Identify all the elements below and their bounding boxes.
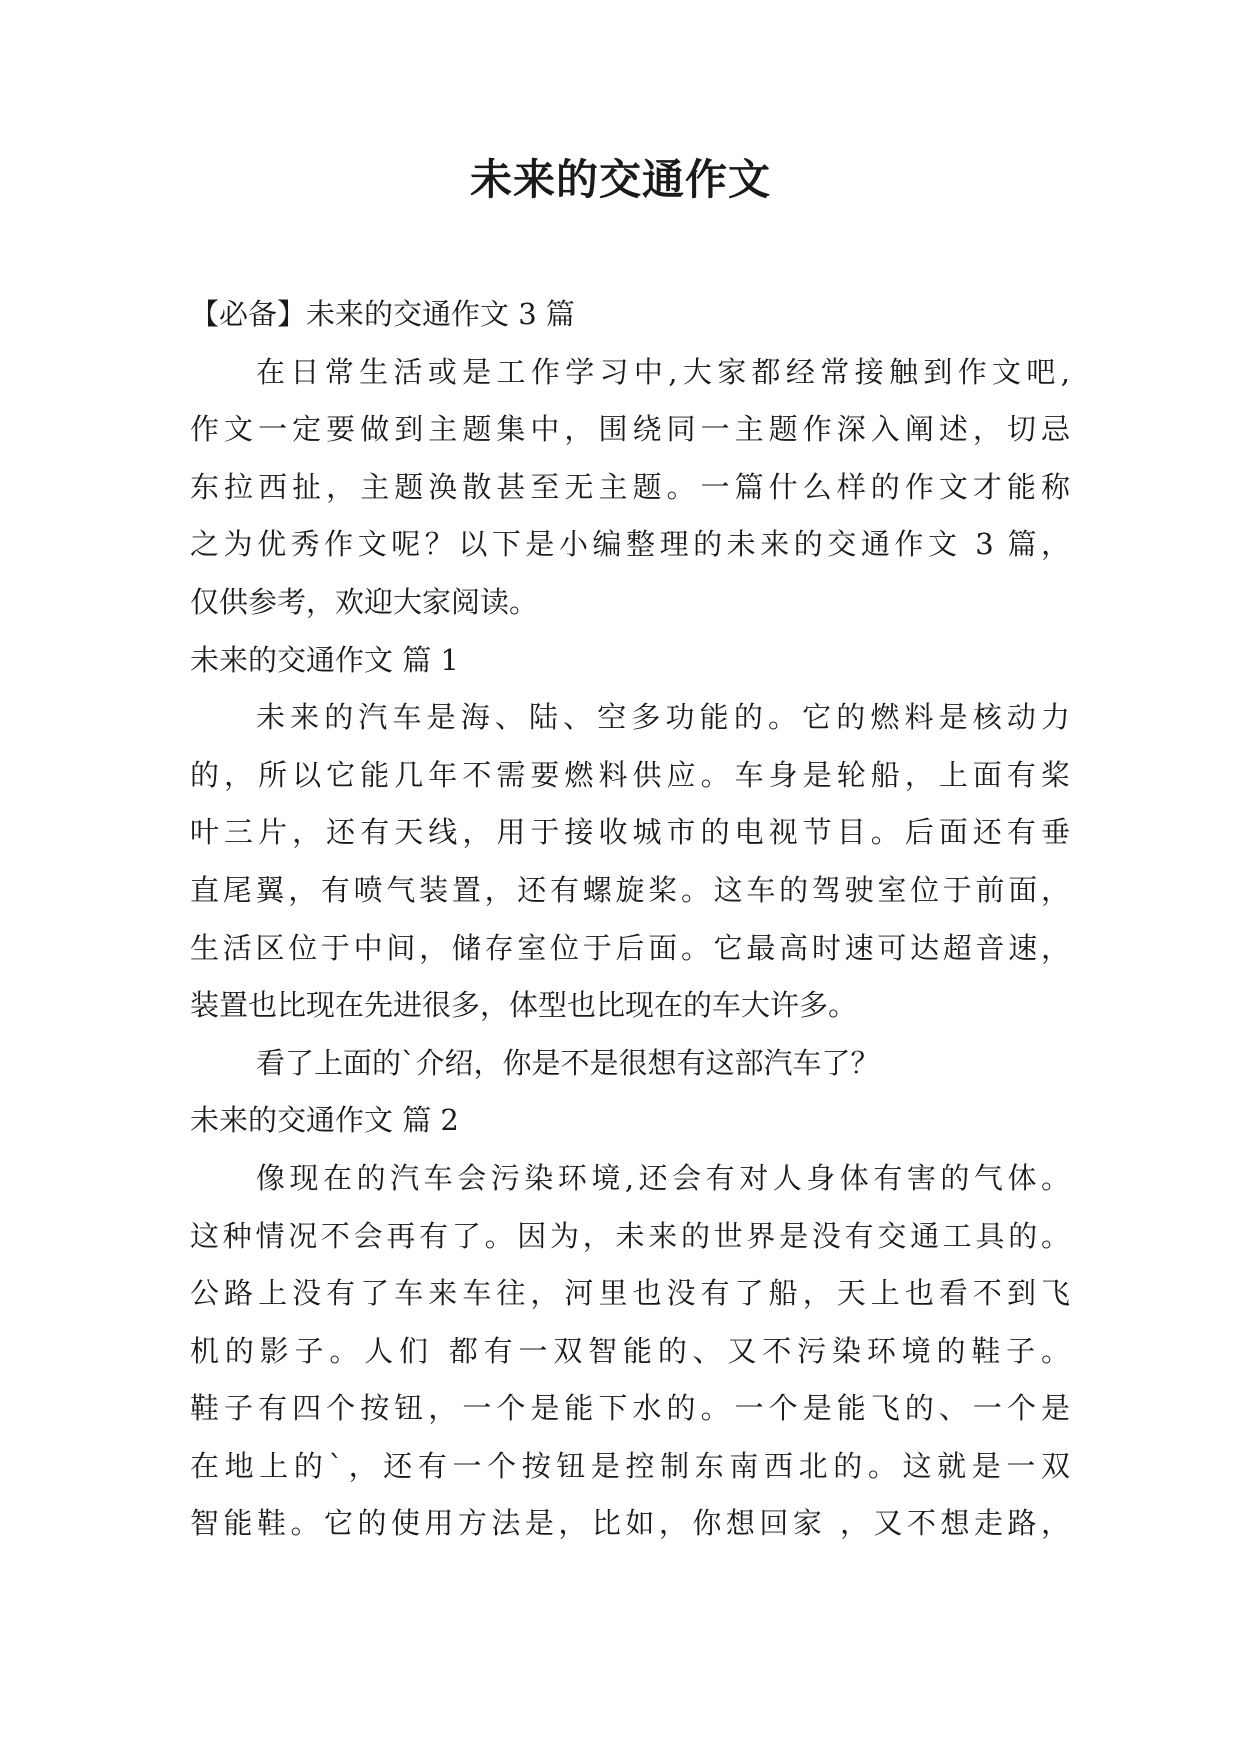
paragraph-line: 装置也比现在先进很多，体型也比现在的车大许多。	[190, 988, 858, 1023]
paragraph-line: 这种情况不会再有了。因为，未来的世界是没有交通工具的。	[190, 1218, 1070, 1253]
section-heading: 未来的交通作文 篇 2	[190, 1103, 459, 1138]
paragraph-line: 之为优秀作文呢？以下是小编整理的未来的交通作文 3 篇，	[190, 527, 1070, 562]
paragraph-line: 在日常生活或是工作学习中,大家都经常接触到作文吧,	[256, 354, 1070, 389]
paragraph-line: 的，所以它能几年不需要燃料供应。车身是轮船，上面有桨	[190, 757, 1070, 792]
paragraph-line: 鞋子有四个按钮，一个是能下水的。一个是能飞的、一个是	[190, 1391, 1070, 1426]
paragraph-line: 叶三片，还有天线，用于接收城市的电视节目。后面还有垂	[190, 815, 1070, 850]
paragraph-line: 机的影子。人们 都有一双智能的、又不污染环境的鞋子。	[190, 1333, 1070, 1368]
paragraph-line: 公路上没有了车来车往，河里也没有了船，天上也看不到飞	[190, 1276, 1070, 1311]
paragraph-line: 像现在的汽车会污染环境,还会有对人身体有害的气体。	[256, 1160, 1070, 1195]
paragraph-line: 作文一定要做到主题集中，围绕同一主题作深入阐述，切忌	[190, 412, 1070, 447]
paragraph-line: 未来的汽车是海、陆、空多功能的。它的燃料是核动力	[256, 700, 1070, 735]
document-body	[190, 286, 1070, 1553]
page-title: 未来的交通作文	[469, 155, 771, 204]
paragraph-line: 生活区位于中间，储存室位于后面。它最高时速可达超音速，	[190, 930, 1070, 965]
section-heading: 未来的交通作文 篇 1	[190, 642, 459, 677]
paragraph-line: 直尾翼，有喷气装置，还有螺旋桨。这车的驾驶室位于前面，	[190, 872, 1070, 907]
section-heading: 【必备】未来的交通作文 3 篇	[190, 297, 575, 331]
paragraph-line: 看了上面的`介绍，你是不是很想有这部汽车了？	[256, 1045, 880, 1080]
paragraph-line: 仅供参考，欢迎大家阅读。	[190, 584, 539, 619]
paragraph-line: 在地上的`，还有一个按钮是控制东南西北的。这就是一双	[190, 1448, 1070, 1483]
paragraph-line: 东拉西扯，主题涣散甚至无主题。一篇什么样的作文才能称	[190, 469, 1070, 504]
paragraph-line: 智能鞋。它的使用方法是，比如，你想回家 ，又不想走路，	[190, 1506, 1070, 1541]
